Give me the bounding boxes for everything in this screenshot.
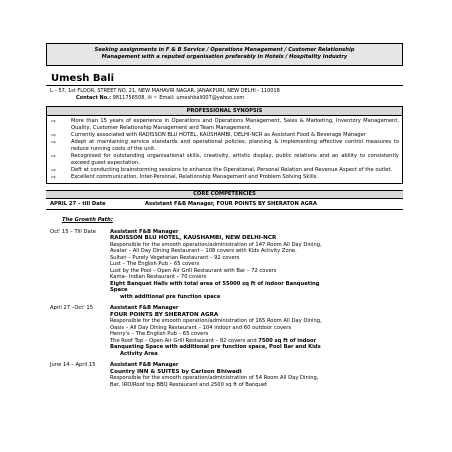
job-line-bold: 7500 sq ft of indoor bbox=[258, 337, 317, 344]
objective-line-1: Seeking assignments in F & B Service / Operations Management / Customer Relationship bbox=[94, 47, 355, 53]
job-date: Oct' 15 – Till Date bbox=[50, 228, 96, 235]
synopsis-item bbox=[49, 174, 399, 181]
contact-email[interactable]: umeshbali007@yahoo.com bbox=[176, 94, 245, 101]
synopsis-item bbox=[49, 167, 399, 174]
growth-path-title: The Growth Path: bbox=[62, 216, 113, 223]
synopsis-box bbox=[46, 106, 403, 184]
contact-label: Contact No.: bbox=[76, 94, 112, 101]
synopsis-text: Excellent communication, Inter-Personal, Relationship Management and Problem Solving Skills. bbox=[71, 173, 319, 180]
job-line: Oasis – All Day Dining Restaurant – 104 indoor and 60 outdoor covers bbox=[110, 324, 292, 331]
job-body bbox=[110, 362, 403, 388]
job-line: Responsible for the smooth operation/administration of 147 Room All Day Dining, bbox=[110, 241, 322, 248]
synopsis-item bbox=[49, 132, 399, 139]
arrow-icon: ⇨ bbox=[51, 152, 57, 160]
synopsis-item bbox=[49, 118, 399, 132]
contact-phone: 9811756508, ✉ ~ Email: bbox=[112, 94, 175, 101]
job-line: Kama– Indian Restaurant – 70 covers bbox=[110, 274, 207, 281]
job-org: Country INN & SUITES by Carlson Bhiwadi bbox=[110, 368, 242, 375]
job-role: Assistant F&B Manager bbox=[110, 362, 179, 369]
synopsis-item bbox=[49, 139, 399, 153]
arrow-icon: ⇨ bbox=[51, 173, 57, 181]
core-date: APRIL 27 – till Date bbox=[50, 200, 106, 207]
arrow-icon: ⇨ bbox=[51, 117, 57, 125]
address: L – 57, 1st FLOOR, STREET NO. 21, NEW MAHAVIR NAGAR, JANAKPURI, NEW DELHI - 110018 bbox=[50, 87, 280, 94]
synopsis-list bbox=[47, 116, 402, 183]
job-highlight: Eight Banquet Halls with total area of 55000 sq ft of indoor Banqueting bbox=[110, 280, 320, 287]
job-date: April 27 –Oct' 15 bbox=[50, 305, 93, 312]
arrow-icon: ⇨ bbox=[51, 166, 57, 174]
job-entry bbox=[46, 305, 403, 357]
synopsis-text: Adept at maintaining service standards and operational policies, planning & implementing effective control measures to reduce running costs of the unit. bbox=[71, 138, 399, 152]
contact-line bbox=[46, 95, 403, 102]
synopsis-text: More than 15 years of experience in Operations and Operations Management, Sales & Marketing, Inventory Management, Quality, Customer Relationship Management and Team Management. bbox=[71, 117, 399, 131]
job-date: June 14 – April.15 bbox=[50, 362, 96, 369]
synopsis-text: Deft at conducting brainstorming sessions to enhance the Operational, Personal Relation and Revenue Aspect of the outlet. bbox=[71, 166, 393, 173]
job-highlight: Banqueting Space with additional pre function space, Pool Bar and Kids bbox=[110, 344, 321, 351]
core-role: Assistant F&B Manager, FOUR POINTS BY SHERATON AGRA bbox=[145, 200, 317, 207]
job-line: Responsible for the smooth operation/administration of 165 Room All Day Dining, bbox=[110, 318, 322, 325]
job-line: Responsible for the smooth operation/administration of 54 Room All Day Dining, bbox=[110, 375, 319, 382]
synopsis-text: Currently associated with RADISSON BLU HOTEL, KAUSHAMBI, DELHI-NCR as Assistant Food & Beverage Manager bbox=[71, 131, 366, 138]
job-line: Avatar – All Day Dining Restaurant – 108 covers with Kids Activity Zone. bbox=[110, 248, 297, 255]
job-line: Bar, IRD/Roof top BBQ Restaurant and 2500 sq ft of Banquet bbox=[110, 381, 268, 388]
job-highlight: with additional pre function space bbox=[120, 293, 221, 300]
synopsis-item bbox=[49, 153, 399, 167]
resume-page bbox=[46, 43, 403, 388]
job-highlight: Space bbox=[110, 287, 128, 294]
job-body bbox=[110, 229, 403, 301]
job-org: FOUR POINTS BY SHERATON AGRA bbox=[110, 311, 219, 318]
job-org: RADISSON BLU HOTEL, KAUSHAMBI, NEW DELHI-NCR bbox=[110, 235, 277, 242]
synopsis-title: PROFESSIONAL SYNOPSIS bbox=[47, 107, 402, 116]
synopsis-text: Recognised for outstanding organisational skills, creativity, artistic display, public relations and an ability to consistently exceed guest expectation. bbox=[71, 152, 399, 166]
candidate-name: Umesh Bali bbox=[46, 73, 403, 86]
job-line: Henry's – The English Pub – 65 covers bbox=[110, 331, 209, 338]
job-highlight: Activity Area bbox=[120, 350, 158, 357]
job-role: Assistant F&B Manager bbox=[110, 305, 179, 312]
arrow-icon: ⇨ bbox=[51, 138, 57, 146]
job-entry bbox=[46, 362, 403, 388]
job-role: Assistant F&B Manager bbox=[110, 228, 179, 235]
arrow-icon: ⇨ bbox=[51, 131, 57, 139]
objective-box bbox=[46, 43, 403, 66]
job-line: Sultan – Purely Vegetarian Restaurant – 92 covers bbox=[110, 254, 240, 261]
job-line-text: The Roof Top – Open Air Grill Restaurant – 82 covers and bbox=[110, 337, 259, 344]
core-competencies-title: CORE COMPETENCIES bbox=[46, 190, 403, 199]
job-line: Lust by the Pool – Open Air Grill Restaurant with Bar – 72 covers bbox=[110, 267, 277, 274]
job-body bbox=[110, 305, 403, 357]
job-line: Lust – The English Pub – 65 covers bbox=[110, 261, 200, 268]
core-row bbox=[46, 201, 403, 210]
job-entry bbox=[46, 229, 403, 301]
objective-line-2: Management with a reputed organisation preferably in Hotels / Hospitality Industry bbox=[101, 54, 348, 61]
